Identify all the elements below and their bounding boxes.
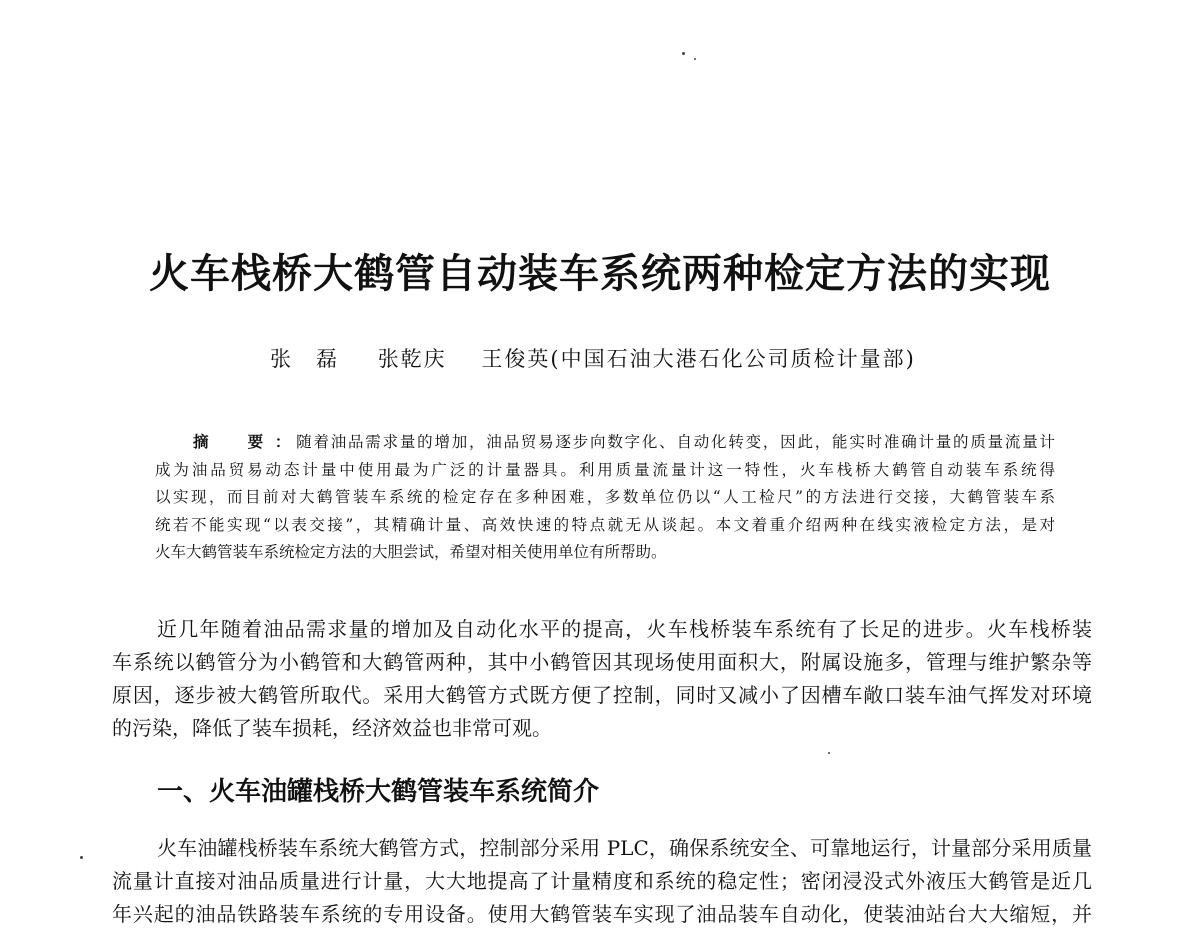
section-paragraph — [112, 832, 1092, 931]
abstract-line: 成为油品贸易动态计量中使用最为广泛的计量器具。利用质量流量计这一特性，火车栈桥大鹤管自动装车系统得 — [155, 460, 1055, 479]
abstract-block — [155, 428, 1055, 567]
author-line — [270, 344, 970, 374]
paragraph-line: 车系统以鹤管分为小鹤管和大鹤管两种，其中小鹤管因其现场使用面积大，附属设施多，管理与维护繁杂等 — [112, 650, 1092, 674]
abstract-line: 火车大鹤管装车系统检定方法的大胆尝试，希望对相关使用单位有所帮助。 — [155, 543, 667, 561]
abstract-line — [155, 428, 1055, 457]
scan-speck — [682, 52, 685, 55]
scan-speck — [80, 856, 83, 859]
paragraph-line: 年兴起的油品铁路装车系统的专用设备。使用大鹤管装车实现了油品装车自动化，使装油站台大大缩短，并 — [112, 902, 1092, 926]
author-name: 张 磊 — [270, 347, 339, 371]
author-name: 张乾庆 — [377, 347, 447, 371]
paragraph-line: 流量计直接对油品质量进行计量，大大地提高了计量精度和系统的稳定性；密闭浸没式外液压大鹤管是近几 — [112, 869, 1092, 893]
paragraph-line: 近几年随着油品需求量的增加及自动化水平的提高，火车栈桥装车系统有了长足的进步。火车栈桥装 — [157, 617, 1092, 641]
section-heading: 一、火车油罐栈桥大鹤管装车系统简介 — [157, 777, 600, 807]
scan-speck — [694, 58, 696, 60]
paragraph-line: 原因，逐步被大鹤管所取代。采用大鹤管方式既方便了控制，同时又减小了因槽车敞口装车油气挥发对环境 — [112, 683, 1092, 707]
abstract-label: 摘 要： — [193, 432, 303, 451]
paragraph-line: 火车油罐栈桥装车系统大鹤管方式，控制部分采用 PLC，确保系统安全、可靠地运行，计量部分采用质量 — [157, 836, 1092, 860]
intro-paragraph — [112, 613, 1092, 745]
scan-speck — [828, 752, 830, 754]
abstract-line: 统若不能实现“以表交接”，其精确计量、高效快速的特点就无从谈起。本文着重介绍两种在线实液检定方法，是对 — [155, 515, 1055, 534]
paragraph-line: 的污染，降低了装车损耗，经济效益也非常可观。 — [112, 716, 552, 740]
paper-title: 火车栈桥大鹤管自动装车系统两种检定方法的实现 — [149, 251, 1051, 297]
abstract-line: 以实现，而目前对大鹤管装车系统的检定存在多种困难，多数单位仍以“人工检尺”的方法进行交接，大鹤管装车系 — [155, 488, 1055, 506]
author-affiliation: 王俊英(中国石油大港石化公司质检计量部) — [481, 347, 916, 371]
abstract-text: 随着油品需求量的增加，油品贸易逐步向数字化、自动化转变，因此，能实时准确计量的质量流量计 — [296, 433, 1055, 451]
